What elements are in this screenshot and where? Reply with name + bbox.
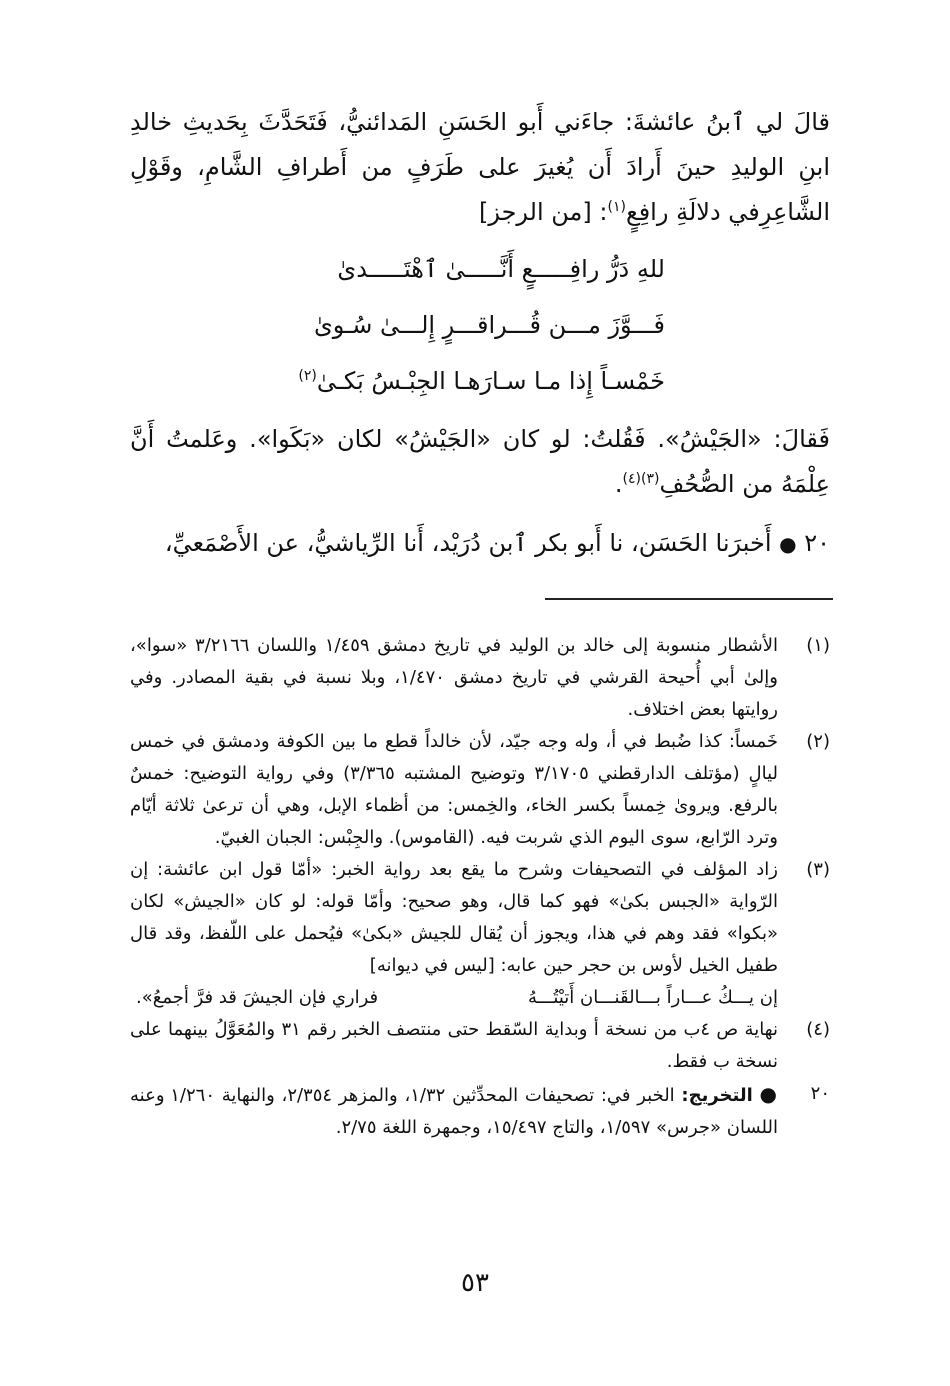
footnote-ref-1: (١) [607, 199, 626, 215]
item-text: أَخبرَنا الحَسَن، نا أَبو بكر ٱبن دُرَيْد، أَنا الرِّياشيُّ، عن الأَصْمَعيِّ، [164, 529, 772, 557]
verse-line-1: للهِ دَرُّ رافِـــــعٍ أَنَّـــــىٰ ٱهْتَـــــدىٰ [337, 255, 665, 283]
main-text [130, 100, 830, 564]
footnote-3 [130, 854, 830, 1014]
item-number: ٢٠ [804, 529, 830, 557]
bullet-icon: ● [779, 532, 797, 556]
footnote-number: (٢) [806, 731, 830, 752]
footnote-takhrij [130, 1078, 830, 1144]
footnote-text: نهاية ص ٤ب من نسخة أ وبداية السّقط حتى منتصف الخبر رقم ٣١ والمُعَوَّلُ بينهما على نسخة ب فقط. [130, 1019, 778, 1072]
footnote-2 [130, 726, 830, 854]
footnote-number: (١) [806, 635, 830, 656]
footnote-poem-line [130, 982, 778, 1014]
footnote-number: (٤) [806, 1019, 830, 1040]
footnote-ref-3-4: (٣)(٤) [622, 471, 660, 487]
footnote-text: خَمساً: كذا ضُبط في أ، وله وجه جيّد، لأن خالداً قطع ما بين الكوفة ودمشق في خمس ليالٍ (مؤتلف الدارقطني ٣/١٧٠٥ وتوضيح المشتبه ٣/٣٦٥) وفي رواية التوضيح: خمسٌ بالرفع. ويروىٰ خِمساً بكسر الخاء، والخِمس: من أظماء الإبل، وهي أن ترعىٰ ثلاثة أيّام وترد الرّابع، سوى اليوم الذي شربت فيه. (القاموس). والجِبْس: الجبان الغبيّ. [130, 731, 778, 848]
page-number: ٥٣ [461, 1268, 489, 1298]
item-20 [130, 523, 830, 564]
footnote-1 [130, 630, 830, 726]
paragraph-1-text: قالَ لي ٱبنُ عائشةَ: جاءَني أَبو الحَسَنِ المَدائنيُّ، فَتَحَدَّثَ بِحَديثِ خالدِ ابنِ الوليدِ حينَ أَرادَ أَن يُغيرَ على طَرَفٍ من أَطرافِ الشَّامِ، وقَوْلِ الشَّاعِرِفي دلالَةِ رافِعٍ [130, 108, 830, 226]
paragraph-2-text: فَقالَ: «الجَيْشُ». فَقُلتُ: لو كان «الجَيْشُ» لكان «بَكَوا». وعَلمتُ أَنَّ عِلْمَهُ من الصُّحُفِ [130, 425, 830, 498]
verse-line-3-text: خَمْسـاً إِذا مـا سـارَهـا الجِبْـسُ بَكـىٰ [316, 367, 665, 395]
footnote-separator [545, 598, 833, 600]
poem-hemistich-1: إن يـــكُ عـــاراً بـــالقَنـــان أَتيْتُـــهُ [527, 987, 778, 1008]
paragraph-1-end: : [من الرجز] [478, 198, 608, 226]
footnote-number: ٢٠ [810, 1083, 830, 1104]
verse-block [130, 241, 830, 409]
paragraph-2-end: . [614, 470, 623, 498]
footnote-text: زاد المؤلف في التصحيفات وشرح ما يقع بعد رواية الخبر: «أمّا قول ابن عائشة: إن الرّواية «الجبس بكىٰ» فهو كما قال، وهو صحيح: وأمّا قوله: لو كان «الجيش» لكان «بكوا» فقد وهم في هذا، ويجوز أن يُقال للجيش «بكىٰ» فيُحمل على اللّفظ، وقد قال طفيل الخيل لأوس بن حجر حين عابه: [ليس في ديوانه] [130, 859, 778, 976]
paragraph-1 [130, 100, 830, 235]
footnote-body [130, 854, 778, 1014]
paragraph-2 [130, 417, 830, 507]
footnote-ref-2: (٢) [298, 368, 317, 384]
footnote-4 [130, 1014, 830, 1078]
takhrij-label: التخريج: [681, 1085, 753, 1106]
footnote-text: الخبر في: تصحيفات المحدِّثين ١/٣٢، والمزهر ٢/٣٥٤، والنهاية ١/٢٦٠ وعنه اللسان «جرس» ١/٥٩٧، والتاج ١٥/٤٩٧، وجمهرة اللغة ٢/٧٥. [130, 1085, 778, 1138]
footnote-text: الأشطار منسوبة إلى خالد بن الوليد في تاريخ دمشق ١/٤٥٩ واللسان ٣/٢١٦٦ «سوا»، وإلىٰ أبي أُحيحة القرشي في تاريخ دمشق ١/٤٧٠، وبلا نسبة في بقية المصادر. وفي روايتها بعض اختلاف. [130, 635, 778, 720]
footnotes [130, 630, 830, 1144]
verse-line-2: فَـــوَّزَ مـــن قُـــراقـــرٍ إِلـــىٰ سُـوىٰ [314, 311, 665, 339]
footnote-body [130, 1078, 778, 1144]
bullet-icon: ● [759, 1082, 778, 1106]
verse-line-3 [130, 353, 665, 409]
poem-hemistich-2: فراري فإن الجيشَ قد فرَّ أجمعُ». [136, 987, 379, 1008]
footnote-number: (٣) [806, 859, 830, 880]
